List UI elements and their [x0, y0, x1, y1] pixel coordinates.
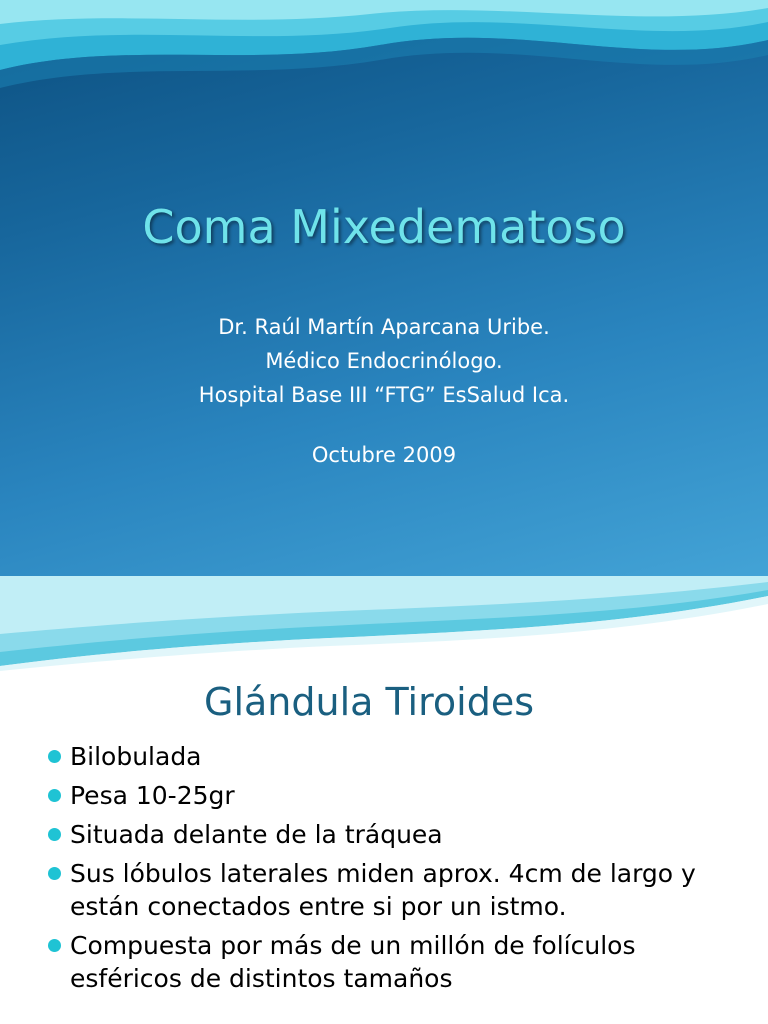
- slide-date: Octubre 2009: [311, 443, 457, 467]
- author-role: Médico Endocrinólogo.: [265, 349, 503, 373]
- bullet-text: Compuesta por más de un millón de folículos esféricos de distintos tamaños: [70, 931, 636, 993]
- slide-title: Coma Mixedematoso: [142, 200, 626, 254]
- bullet-dot-icon: [48, 789, 61, 802]
- bullet-text: Bilobulada: [70, 742, 202, 771]
- list-item: [44, 779, 744, 812]
- list-item: [44, 857, 744, 923]
- content-slide: [0, 576, 768, 1024]
- list-item: [44, 929, 744, 995]
- header-wave-decoration: [0, 576, 768, 671]
- bullet-dot-icon: [48, 828, 61, 841]
- bullet-text: Sus lóbulos laterales miden aprox. 4cm de largo y están conectados entre si por un istmo.: [70, 859, 696, 921]
- author-name: Dr. Raúl Martín Aparcana Uribe.: [218, 315, 550, 339]
- list-item: [44, 740, 744, 773]
- slide-title: Glándula Tiroides: [204, 680, 534, 724]
- bullet-list: [44, 740, 744, 1001]
- bullet-dot-icon: [48, 750, 61, 763]
- bullet-text: Situada delante de la tráquea: [70, 820, 443, 849]
- bullet-dot-icon: [48, 867, 61, 880]
- author-block: [0, 310, 768, 412]
- list-item: [44, 818, 744, 851]
- bullet-dot-icon: [48, 939, 61, 952]
- bullet-text: Pesa 10-25gr: [70, 781, 235, 810]
- header-wave-decoration: [0, 0, 768, 110]
- author-hospital: Hospital Base III “FTG” EsSalud Ica.: [198, 383, 570, 407]
